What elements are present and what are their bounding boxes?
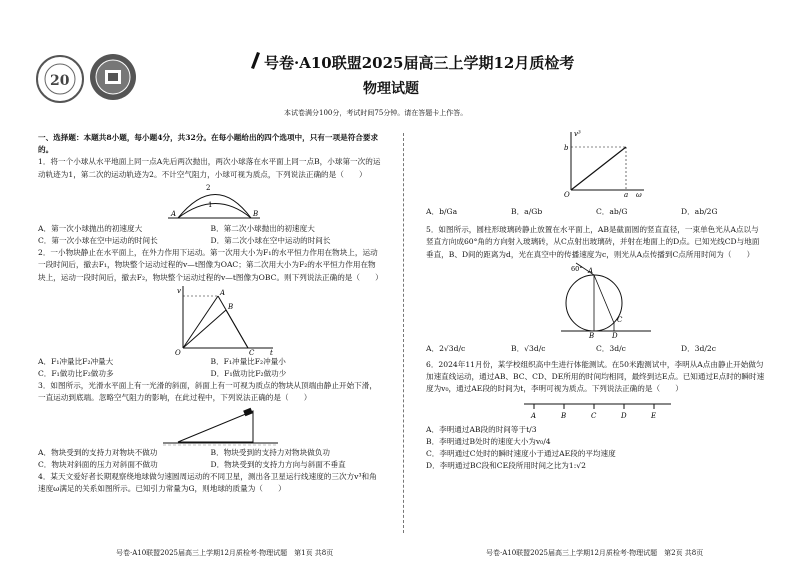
figure-2 [38,284,383,356]
figure-4 [426,128,766,198]
fig2-c-label: C [249,348,255,356]
q6-option-d[interactable]: D．李明通过BC段和CE段所用时间之比为1:√2 [426,461,586,471]
fig1-label-a: A [171,209,177,218]
q4-option-c[interactable]: C．ab/G [596,207,628,216]
fig2-o-label: O [175,348,181,356]
fig5-angle-label: 60° [571,264,583,273]
page-divider [403,133,405,533]
fig6-c-label: C [591,411,597,420]
q2-option-d[interactable]: D．F₁做功比F₂做功少 [210,369,287,379]
subject-title: 物理试题 [363,81,419,97]
figure-5 [426,261,766,339]
fig2-t-label: t [270,348,273,356]
fig5-a-label: A [588,266,594,275]
fig1-label-2: 2 [206,183,211,192]
q2-option-a[interactable]: A．F₁冲量比F₂冲量大 [38,356,114,366]
fig1-label-b: B [253,209,259,218]
question-3: 3．如图所示，光滑水平面上有一光滑的斜面，斜面上有一可视为质点的物块从顶端由静止开始下滑，一直运动到底端。忽略空气阻力的影响，在此过程中，下列说法正确的是（ ） [38,381,377,403]
question-6: 6．2024年11月份，某学校组织高中生进行体能测试。在50米跑测试中，李明从A点由静止开始做匀加速直线运动，通过AB、BC、CD、DE所用的时间均相同，最终到达E点。已知通过E点时的瞬时速度为v₀，通过AE段的时间为t，李明可视为质点。下列说法正确的是（ ） [426,360,765,394]
figure-6 [426,396,766,424]
exam-note: 本试卷满分100分，考试时间75分钟。请在答题卡上作答。 [284,109,468,117]
q4-option-b[interactable]: B．a/Gb [511,207,543,216]
figure-1 [38,181,383,223]
fig4-v3-label: v³ [574,130,581,138]
fig5-c-label: C [617,315,623,324]
q1-option-b[interactable]: B．第二次小球抛出的初速度大 [210,223,315,233]
seal-emblem-icon [38,57,82,101]
q5-option-a[interactable]: A．2√3d/c [426,343,466,353]
left-column [38,132,383,495]
q5-option-d[interactable]: D．3d/2c [681,343,717,353]
footer-left: 号卷·A10联盟2025届高三上学期12月质检考·物理试题 第1页 共8页 [116,549,334,557]
fig6-e-label: E [651,411,657,420]
section-heading: 一、选择题：本题共8小题，每小题4分，共32分。在每小题给出的四个选项中，只有一项是符合要求的。 [38,133,379,155]
q3-option-c[interactable]: C．物块对斜面的压力对斜面不做功 [38,459,158,469]
brand-mark-icon [248,50,262,72]
alliance-emblem-icon [90,54,136,100]
fig6-a-label: A [531,411,537,420]
fig4-w-label: ω [636,191,642,198]
svg-text:20: 20 [50,73,70,89]
fig2-v-label: v [177,286,181,295]
q2-option-c[interactable]: C．F₁做功比F₂做功多 [38,369,114,379]
question-2: 2．一小物块静止在水平面上，在外力作用下运动。第一次用大小为F₁的水平恒力作用在物块上，运动一段时间后，撤去F₁，物块整个运动过程的v—t图像为OAC；第二次用大小为F₂的水平恒力作用在物块上，运动一段时间后，撤去F₂，物块整个运动过程的v—t图像为OBC。则下列说法正确的是（ ） [38,248,383,282]
q4-option-d[interactable]: D．ab/2G [681,207,718,216]
figure-3 [38,405,383,447]
q3-option-b[interactable]: B．物块受到的支持力对物块做负功 [210,447,330,457]
q6-option-b[interactable]: B．李明通过B处时的速度大小为v₀/4 [426,436,551,446]
question-4: 4．某天文爱好者长期观察绕地球做匀速圆周运动的不同卫星，测出各卫星运行线速度的三次方v³和角速度ω满足的关系如图所示。已知引力常量为G，则地球的质量为（ ） [38,472,377,494]
question-1: 1．将一个小球从水平地面上同一点A先后两次抛出，两次小球落在水平面上同一点B，小球第一次的运动轨迹为1，第二次的运动轨迹为2。不计空气阻力，小球可视为质点，下列说法正确的是（ ） [38,157,381,179]
fig1-label-1: 1 [208,200,213,209]
fig5-d-label: D [612,331,618,339]
q1-option-c[interactable]: C．第一次小球在空中运动的时间长 [38,236,158,246]
fig4-b-label: b [564,144,569,152]
q3-option-d[interactable]: D．物块受到的支持力方向与斜面不垂直 [210,459,346,469]
q4-option-a[interactable]: A．b/Ga [426,207,458,216]
alliance-logo [90,54,136,100]
footer-right: 号卷·A10联盟2025届高三上学期12月质检考·物理试题 第2页 共8页 [486,549,704,557]
fig6-d-label: D [621,411,627,420]
school-seal-logo [36,55,84,103]
q2-option-b[interactable]: B．F₁冲量比F₂冲量小 [210,356,286,366]
fig6-b-label: B [561,411,567,420]
q1-option-d[interactable]: D．第二次小球在空中运动的时间长 [210,236,331,246]
fig4-o-label: O [564,191,570,198]
exam-title: 号卷·A10联盟2025届高三上学期12月质检考 [264,54,575,72]
question-5: 5．如图所示，圆柱形玻璃砖静止放置在水平面上，AB是截面圆的竖直直径，一束单色光从A点以与竖直方向成60°角的方向射入玻璃砖，从C点射出玻璃砖，并射在地面上的D点。已知光线CD与地面垂直，B、D间的距离为d，光在真空中的传播速度为c，则光从A点传播到C点所用时间为（ ） [426,225,760,259]
fig2-b-label: B [228,302,234,311]
q1-option-a[interactable]: A．第一次小球抛出的初速度大 [38,223,143,233]
q6-option-c[interactable]: C．李明通过C处时的瞬时速度小于通过AE段的平均速度 [426,449,616,459]
fig5-b-label: B [589,331,595,339]
fig2-a-label: A [220,288,226,297]
q3-option-a[interactable]: A．物块受到的支持力对物块不做功 [38,447,158,457]
right-column [426,128,766,472]
q5-option-c[interactable]: C．3d/c [596,343,626,353]
q5-option-b[interactable]: B．√3d/c [511,343,546,353]
fig4-a-label: a [624,191,629,198]
q6-option-a[interactable]: A．李明通过AB段的时间等于t/3 [426,424,537,434]
